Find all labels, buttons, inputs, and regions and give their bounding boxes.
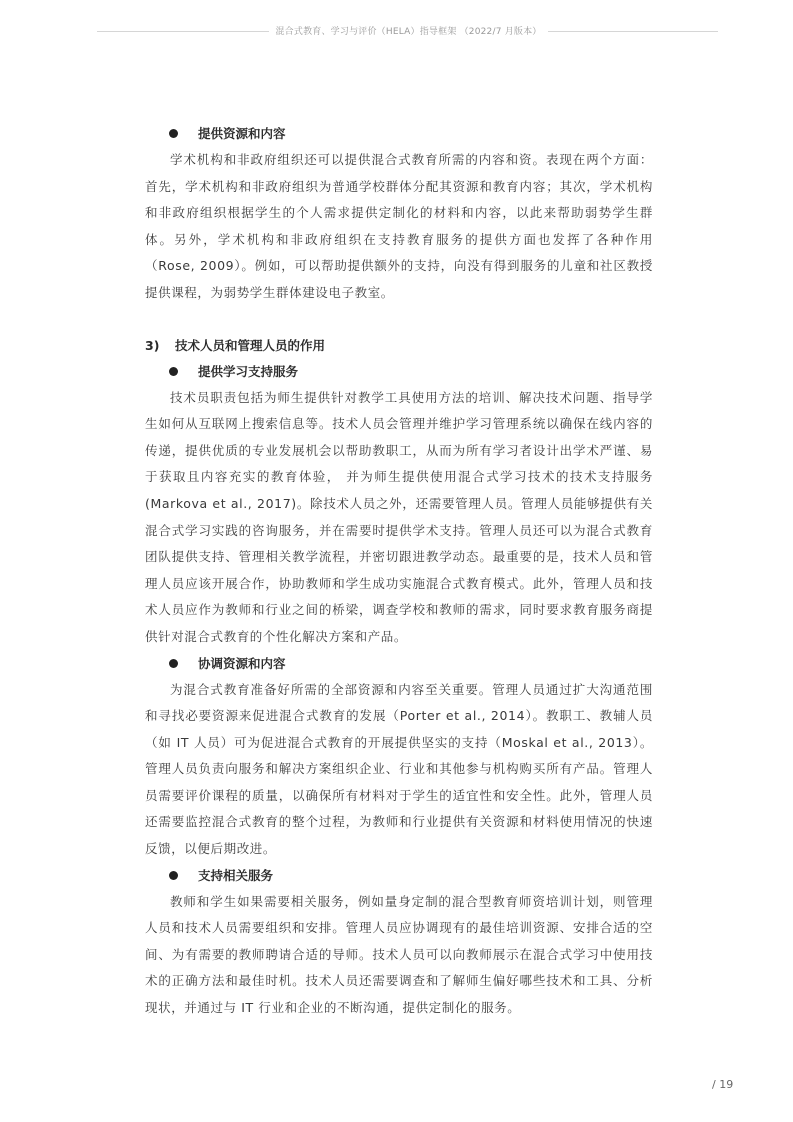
page-number: / 19 xyxy=(712,1078,734,1091)
header-rule-right xyxy=(548,31,718,32)
bullet-heading-learning-support: 提供学习支持服务 xyxy=(145,359,653,385)
page-body xyxy=(145,121,653,1022)
bullet-heading-resources: 提供资源和内容 xyxy=(145,121,653,147)
bullet-dot-icon xyxy=(169,367,178,376)
bullet-heading-coordinate-resources: 协调资源和内容 xyxy=(145,651,653,677)
paragraph-learning-support: 技术员职责包括为师生提供针对教学工具使用方法的培训、解决技术问题、指导学生如何从互联网上搜索信息等。技术人员会管理并维护学习管理系统以确保在线内容的传递，提供优质的专业发展机会以帮助教职工，从而为所有学习者设计出学术严谨、易于获取且内容充实的教育体验， 并为师生提供使用混合式学习技术的技术支持服务(Markova et al., 2017)。除技术人员之外，还需要管理人员。管理人员能够提供有关混合式学习实践的咨询服务，并在需要时提供学术支持。管理人员还可以为混合式教育团队提供支持、管理相关教学流程，并密切跟进教学动态。最重要的是，技术人员和管理人员应该开展合作，协助教师和学生成功实施混合式教育模式。此外，管理人员和技术人员应作为教师和行业之间的桥梁，调查学校和教师的需求，同时要求教育服务商提供针对混合式教育的个性化解决方案和产品。 xyxy=(145,389,653,644)
bullet-heading-related-services: 支持相关服务 xyxy=(145,863,653,889)
section-title: 技术人员和管理人员的作用 xyxy=(175,337,326,353)
bullet-dot-icon xyxy=(169,129,178,138)
section-heading-3 xyxy=(145,333,653,359)
header-rule-left xyxy=(97,31,269,32)
section-number: 3) xyxy=(145,337,160,353)
running-header xyxy=(0,22,793,42)
bullet-dot-icon xyxy=(169,871,178,880)
paragraph-related-services: 教师和学生如果需要相关服务，例如量身定制的混合型教育师资培训计划，则管理人员和技术人员需要组织和安排。管理人员应协调现有的最佳培训资源、安排合适的空间、为有需要的教师聘请合适的导师。技术人员可以向教师展示在混合式学习中使用技术的正确方法和最佳时机。技术人员还需要调查和了解师生偏好哪些技术和工具、分析现状，并通过与 IT 行业和企业的不断沟通，提供定制化的服务。 xyxy=(145,893,653,1016)
bullet-dot-icon xyxy=(169,659,178,668)
paragraph-resources: 学术机构和非政府组织还可以提供混合式教育所需的内容和资。表现在两个方面：首先，学术机构和非政府组织为普通学校群体分配其资源和教育内容；其次，学术机构和非政府组织根据学生的个人需求提供定制化的材料和内容，以此来帮助弱势学生群体。另外，学术机构和非政府组织在支持教育服务的提供方面也发挥了各种作用（Rose, 2009）。例如，可以帮助提供额外的支持，向没有得到服务的儿童和社区教授提供课程，为弱势学生群体建设电子教室。 xyxy=(145,152,653,300)
paragraph-coordinate-resources: 为混合式教育准备好所需的全部资源和内容至关重要。管理人员通过扩大沟通范围和寻找必要资源来促进混合式教育的发展（Porter et al., 2014）。教职工、教辅人员（如 IT 人员）可为促进混合式教育的开展提供坚实的支持（Moskal et al., 2013）。管理人员负责向服务和解决方案组织企业、行业和其他参与机构购买所有产品。管理人员需要评价课程的质量，以确保所有材料对于学生的适宜性和安全性。此外，管理人员还需要监控混合式教育的整个过程，为教师和行业提供有关资源和材料使用情况的快速反馈，以便后期改进。 xyxy=(145,681,653,857)
header-title: 混合式教育、学习与评价（HELA）指导框架 （2022/7 月版本） xyxy=(275,27,542,37)
